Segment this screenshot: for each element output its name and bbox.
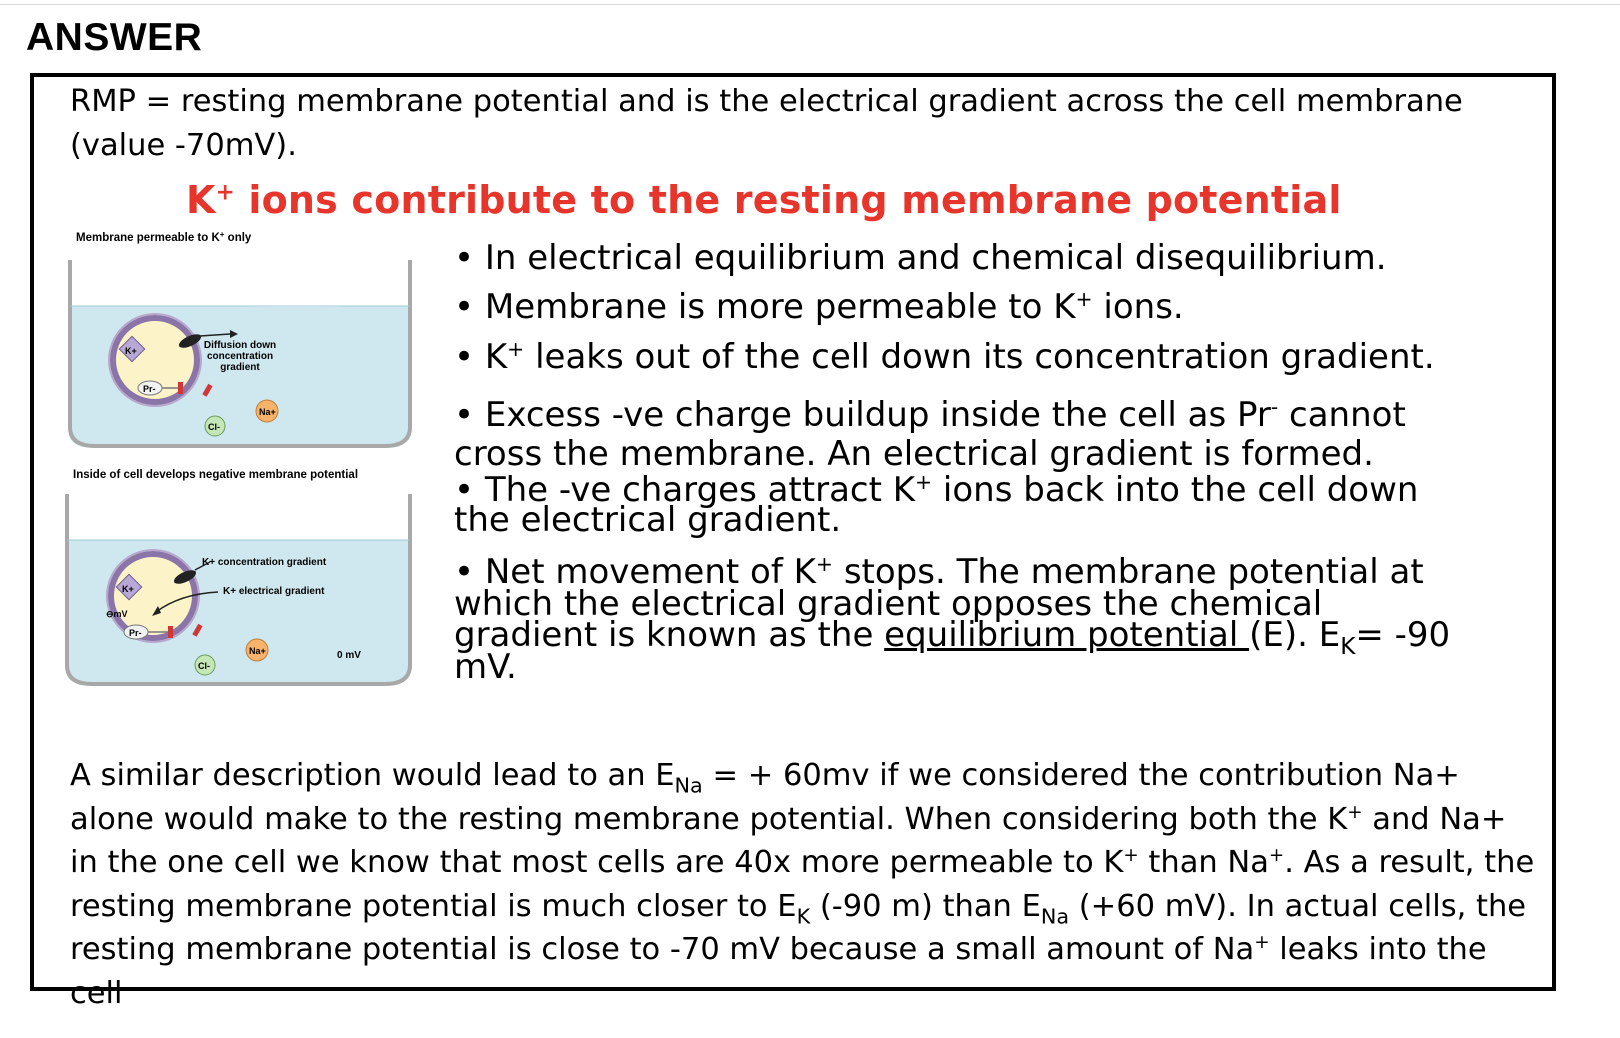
mid-caption: Inside of cell develops negative membrane potential xyxy=(73,469,359,481)
svg-text:K+: K+ xyxy=(125,346,137,356)
svg-text:Diffusion down: Diffusion down xyxy=(203,340,277,351)
svg-text:concentration: concentration xyxy=(206,351,274,362)
svg-text:Cl-: Cl- xyxy=(198,661,210,671)
svg-text:Cl-: Cl- xyxy=(208,422,220,432)
bullet-6-line-4: mV. xyxy=(454,647,517,687)
bullet-4-line-1: • Excess -ve charge buildup inside the cell as Pr- cannot xyxy=(454,394,1406,435)
svg-text:K+ electrical gradient: K+ electrical gradient xyxy=(223,586,325,597)
svg-text:⊖mV: ⊖mV xyxy=(106,609,128,619)
svg-text:K+: K+ xyxy=(122,584,134,594)
bullet-6-line-1: • Net movement of K+ stops. The membrane potential at xyxy=(454,551,1424,592)
bullet-5-line-2: the electrical gradient. xyxy=(454,500,842,540)
svg-text:Pr-: Pr- xyxy=(129,628,142,638)
svg-text:Na+: Na+ xyxy=(249,646,266,656)
bullet-2: • Membrane is more permeable to K+ ions. xyxy=(454,286,1184,327)
svg-text:Pr-: Pr- xyxy=(143,384,156,394)
bottom-paragraph: A similar description would lead to an $E_{Na}$ = + 60mv if we considered the contribution Na+ alone would make to the resting membrane potential. When considering both the K+ and Na+ in the one cell we know that most cells are 40x more permeable to K+ than Na+. As a result, the resting membrane potential is much closer to $E_K$ (-90 m) than $E_{Na}$ (+60 mV). In actual cells, the resting membrane potential is close to -70 mV because a small amount of Na+ leaks into the cell xyxy=(70,758,1535,1011)
top-divider xyxy=(0,4,1620,5)
bullet-6-line-2: which the electrical gradient opposes the chemical xyxy=(454,584,1323,624)
figure-title: K+ ions contribute to the resting membrane potential xyxy=(186,178,1342,222)
svg-text:Na+: Na+ xyxy=(259,407,276,417)
bullet-3: • K+ leaks out of the cell down its concentration gradient. xyxy=(454,336,1435,377)
top-panel-caption: Membrane permeable to K+ only xyxy=(76,232,252,244)
intro-paragraph: RMP = resting membrane potential and is the electrical gradient across the cell membrane (value -70mV). xyxy=(70,84,1463,163)
svg-text:gradient: gradient xyxy=(220,362,260,373)
bullet-4-line-2: cross the membrane. An electrical gradient is formed. xyxy=(454,434,1374,474)
bullet-5-line-1: • The -ve charges attract K+ ions back into the cell down xyxy=(454,469,1419,510)
bullet-1: • In electrical equilibrium and chemical disequilibrium. xyxy=(454,238,1387,278)
answer-heading: ANSWER xyxy=(26,16,203,59)
membrane-potential-diagram xyxy=(60,232,430,702)
svg-text:K+ concentration gradient: K+ concentration gradient xyxy=(202,557,327,568)
bullet-6-line-3: gradient is known as the equilibrium potential (E). $E_K= -90$ xyxy=(454,615,1451,661)
svg-text:0 mV: 0 mV xyxy=(337,650,361,661)
